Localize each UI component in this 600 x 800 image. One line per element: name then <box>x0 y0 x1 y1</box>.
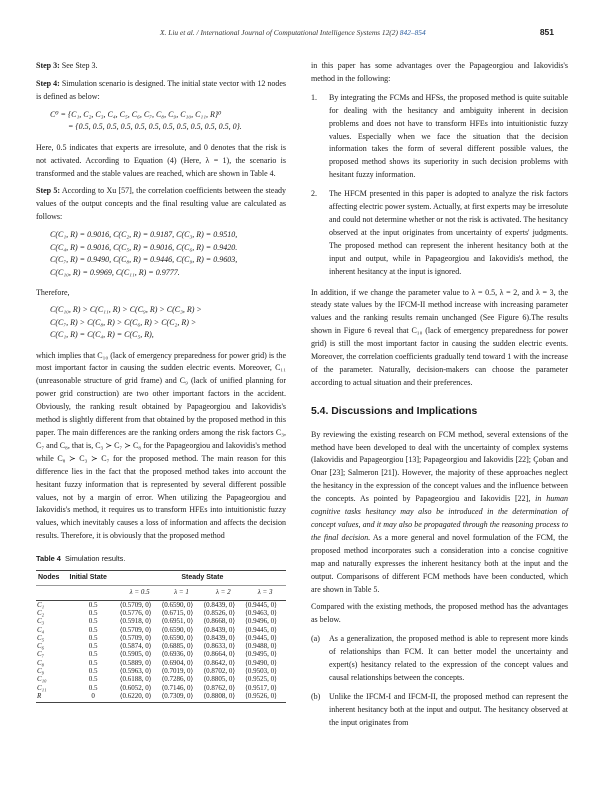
table-row <box>36 609 286 617</box>
list-item: 2. The HFCM presented in this paper is adopted to analyze the risk factors affecting electric power system. Actually, at first experts may be irresolute and could not determine whether or not the risk is activated. The hesitancy observed at the input originates from uncertainty of experts' judgments. The proposed method can represent the inherent hesitancy both at the input and output, while in Papageorgiou and Iakovidis's method, the inherent hesitancy at the input is ignored. <box>311 189 568 276</box>
steady-value-cell: ⟨0.7286, 0⟩ <box>161 675 194 684</box>
advantages-list <box>311 92 568 279</box>
node-cell: C₅ <box>37 633 45 642</box>
steady-value-cell: ⟨0.9463, 0⟩ <box>245 608 277 617</box>
col-header-nodes: Nodes <box>36 571 68 586</box>
table-row <box>36 667 286 675</box>
steady-value-cell: ⟨0.8805, 0⟩ <box>203 675 236 684</box>
steady-value-cell: ⟨0.8526, 0⟩ <box>203 608 236 617</box>
steady-value-cell: ⟨0.8702, 0⟩ <box>203 667 236 676</box>
node-cell: C₉ <box>37 667 45 676</box>
col-header-steady: Steady State <box>119 571 286 586</box>
steady-value-cell: ⟨0.6052, 0⟩ <box>119 683 152 692</box>
implication-paragraph: which implies that C₁₀ (lack of emergency preparedness for power grid) is the most important factor in causing the sudden electric events. Moreover, C₁₁ (unreasonable structure of grid frame) and C₉ (lack of unified planning for power grid construction) are two other important factors in the accident. Obviously, the ranking result obtained by Papageorgiou and Iakovidis's method is slightly different from that obtained by the proposed method in this paper. The main differences are the ranking orders among the risk factors C₃, C₇ and C₈, that is, C₃ ≻ C₇ ≻ C₈ for the Papageorgiou and Iakovidis's method while C₈ ≻ C₃ ≻ C₇ for the proposed method. The main reason for this difference lies in the fact that the proposed method takes into account the hesitant fuzzy information that is represented by several different possible values, not by a margin of error. When utilizing the Papageorgiou and Iakovidis's method, it requires us to transform HFEs into intuitionistic fuzzy values, which inevitably causes a loss of information and affects the decision results. Therefore, it is obviously that the proposed method <box>36 350 286 541</box>
step5-paragraph: Step 5: According to Xu [57], the correlation coefficients between the steady values of the output concepts and the final resulting value are calculated as follows: <box>36 186 286 222</box>
initial-cell: 0.5 <box>88 683 98 692</box>
scenario-paragraph: Here, 0.5 indicates that experts are irresolute, and 0 denotes that the risk is not activated. According to Equation (4) (Here, λ = 1), the scenario is transformed and the stable values are reached, which are shown in Table 4. <box>36 142 286 178</box>
list-item: (a) As a generalization, the proposed method is able to represent more kinds of relationships than FCM. It can better model the uncertainty and expert(s) hesitancy related to the expression of the concept values and causal relationships between the concepts. <box>311 634 568 682</box>
initial-cell: 0.5 <box>88 633 98 642</box>
steady-value-cell: ⟨0.9496, 0⟩ <box>245 617 277 626</box>
steady-value-cell: ⟨0.9503, 0⟩ <box>245 667 277 676</box>
steady-value-cell: ⟨0.6715, 0⟩ <box>161 608 194 617</box>
steady-value-cell: ⟨0.8633, 0⟩ <box>203 642 236 651</box>
steady-value-cell: ⟨0.5963, 0⟩ <box>119 667 152 676</box>
node-cell: C₃ <box>37 617 45 626</box>
node-cell: C₄ <box>37 625 45 634</box>
table-row <box>36 650 286 658</box>
steady-value-cell: ⟨0.8762, 0⟩ <box>203 683 236 692</box>
steady-value-cell: ⟨0.6951, 0⟩ <box>161 617 194 626</box>
steady-value-cell: ⟨0.6590, 0⟩ <box>161 600 194 609</box>
correlation-equations: C(C₁, R) = 0.9016, C(C₂, R) = 0.9187, C(C₃, R) = 0.9510, C(C₄, R) = 0.9016, C(C₅, R) = 0.9016, C(C₆, R) = 0.9420. C(C₇, R) = 0.9490, C(C₈, R) = 0.9446, C(C₉, R) = 0.9603, C(C₁₀, R) = 0.9969, C(C₁₁, R) = 0.9777. <box>50 230 238 277</box>
steady-value-cell: ⟨0.5709, 0⟩ <box>119 633 152 642</box>
initial-cell: 0.5 <box>88 625 98 634</box>
steady-value-cell: ⟨0.5905, 0⟩ <box>119 650 152 659</box>
node-cell: C₁₀ <box>37 675 47 684</box>
initial-cell: 0.5 <box>88 675 98 684</box>
list-item: (b) Unlike the IFCM-I and IFCM-II, the proposed method can represent the inherent hesitancy both at the input and output. The hesitancy observed at the input originates from <box>311 691 568 727</box>
table-row <box>36 617 286 625</box>
table-row <box>36 692 286 703</box>
node-cell: C₁₁ <box>37 683 47 692</box>
step4-paragraph: Step 4: Simulation scenario is designed. The initial state vector with 12 nodes is defined as below: <box>36 78 286 101</box>
steady-value-cell: ⟨0.5918, 0⟩ <box>119 617 152 626</box>
steady-value-cell: ⟨0.5709, 0⟩ <box>119 625 152 634</box>
steady-value-cell: ⟨0.8642, 0⟩ <box>203 658 236 667</box>
col-header-initial: Initial State <box>68 571 119 586</box>
steady-value-cell: ⟨0.6220, 0⟩ <box>119 692 161 703</box>
steady-value-cell: ⟨0.5889, 0⟩ <box>119 658 152 667</box>
steady-value-cell: ⟨0.7019, 0⟩ <box>161 667 194 676</box>
steady-value-cell: ⟨0.6885, 0⟩ <box>161 642 194 651</box>
node-cell: C₇ <box>37 650 45 659</box>
ranking-equation: C(C₁₀, R) > C(C₁₁, R) > C(C₉, R) > C(C₃, R) > C(C₇, R) > C(C₈, R) > C(C₆, R) > C(C₂, R) > C(C₁, R) = C(C₄, R) = C(C₅, R), <box>50 305 202 340</box>
lambda-paragraph: In addition, if we change the parameter value to λ = 0.5, λ = 2, and λ = 3, the steady state values by the IFCM-II method increase with increasing parameter values and the ranking results remain unchanged (See Figure 6).The results shown in Figure 6 reveal that C₁₀ (lack of emergency preparedness for power grid) is still the most important factor in causing the sudden electric events. Moreover, the correlation coefficients gradually tend toward 1 with the increase of the parameter. Naturally, decision-makers can choose the parameter according to actual situation and their preferences. <box>311 287 568 387</box>
table-row <box>36 675 286 683</box>
running-header <box>0 28 600 40</box>
node-cell: C₁ <box>37 600 45 609</box>
steady-value-cell: ⟨0.9445, 0⟩ <box>245 625 277 634</box>
table-row <box>36 642 286 650</box>
steady-value-cell: ⟨0.5776, 0⟩ <box>119 608 152 617</box>
steady-value-cell: ⟨0.8808, 0⟩ <box>202 692 244 703</box>
right-column <box>311 60 568 738</box>
steady-value-cell: ⟨0.9490, 0⟩ <box>245 658 277 667</box>
node-cell: C₂ <box>37 608 45 617</box>
lambda-header: λ = 1 <box>161 586 203 600</box>
review-paragraph: By reviewing the existing research on FCM method, several extensions of the method have been developed to deal with the uncertainty of complex systems (Iakovidis and Papageorgiou [13]; Papageorgiou and Iakovidis [22]; Çoban and Onar [23]; Salmeron [21]). However, the majority of these approaches neglect the hesitancy in the expression of the concept values and the influence between the concepts. As pointed by Papageorgiou and Iakovidis [22], in human cognitive tasks hesitancy may also be introduced in the determination of concept values, and it may also be propagated through the reasoning process to the final decision. As a more general and novel formulation of the FCM, the proposed method incorporates such a consideration into a concise cognitive map and naturally expresses the inherent hesitancy both at the input and the output. Comparisons of different FCM methods have been conducted, which are shown in Table 5. <box>311 429 569 594</box>
lambda-header: λ = 2 <box>202 586 244 600</box>
initial-cell: 0.5 <box>88 650 98 659</box>
node-cell: C₈ <box>37 658 45 667</box>
steady-value-cell: ⟨0.6590, 0⟩ <box>161 625 194 634</box>
steady-value-cell: ⟨0.6188, 0⟩ <box>119 675 152 684</box>
steady-value-cell: ⟨0.9517, 0⟩ <box>245 683 277 692</box>
comparison-list <box>311 633 568 729</box>
initial-cell: 0.5 <box>88 608 98 617</box>
journal-citation: X. Liu et al. / International Journal of Computational Intelligence Systems 12(2) 842–854 <box>160 28 426 37</box>
steady-value-cell: ⟨0.8668, 0⟩ <box>203 617 236 626</box>
therefore-text: Therefore, <box>36 288 70 298</box>
steady-value-cell: ⟨0.9445, 0⟩ <box>245 600 277 609</box>
steady-value-cell: ⟨0.6904, 0⟩ <box>161 658 194 667</box>
steady-value-cell: ⟨0.8439, 0⟩ <box>203 625 236 634</box>
node-cell: R <box>36 692 68 703</box>
compared-paragraph: Compared with the existing methods, the proposed method has the advantages as below. <box>311 602 568 625</box>
table-row <box>36 659 286 667</box>
initial-state-equation: C⁰ = {C₁, C₂, C₃, C₄, C₅, C₆, C₇, C₈, C₉, C₁₀, C₁₁, R}⁰ = {0.5, 0.5, 0.5, 0.5, 0.5, 0.5, 0.5, 0.5, 0.5, 0.5, 0.5, 0}. <box>50 109 242 132</box>
table-row <box>36 600 286 609</box>
initial-cell: 0 <box>68 692 119 703</box>
steady-value-cell: ⟨0.7309, 0⟩ <box>161 692 203 703</box>
initial-cell: 0.5 <box>88 658 98 667</box>
initial-cell: 0.5 <box>88 617 98 626</box>
table-row <box>36 634 286 642</box>
steady-value-cell: ⟨0.9495, 0⟩ <box>245 650 277 659</box>
steady-value-cell: ⟨0.5709, 0⟩ <box>119 600 152 609</box>
steady-value-cell: ⟨0.5874, 0⟩ <box>119 642 152 651</box>
page-range-link[interactable]: 842–854 <box>399 28 426 37</box>
steady-value-cell: ⟨0.6590, 0⟩ <box>161 633 194 642</box>
initial-cell: 0.5 <box>88 642 98 651</box>
lambda-header: λ = 0.5 <box>119 586 161 600</box>
table-caption: Table 4 Simulation results. <box>36 554 126 564</box>
table-row <box>36 684 286 692</box>
initial-cell: 0.5 <box>88 667 98 676</box>
steady-value-cell: ⟨0.8439, 0⟩ <box>203 633 236 642</box>
step3-paragraph: Step 3: See Step 3. <box>36 61 98 70</box>
section-heading: 5.4. Discussions and Implications <box>311 405 478 417</box>
node-cell: C₆ <box>37 642 45 651</box>
steady-value-cell: ⟨0.9525, 0⟩ <box>245 675 277 684</box>
table-row <box>36 626 286 634</box>
list-item: 1. By integrating the FCMs and HFSs, the proposed method is quite suitable for dealing with the hesitancy and ambiguity inherent in decision problems and does not have to transform HFEs into intuitionistic fuzzy values. Especially when we face the situation that the decision information takes the form of several different possible values, the proposed method shows its superiority in such decision problems with hesitant fuzzy information. <box>311 92 568 180</box>
initial-cell: 0.5 <box>88 600 98 609</box>
steady-value-cell: ⟨0.9526, 0⟩ <box>244 692 286 703</box>
steady-value-cell: ⟨0.8664, 0⟩ <box>203 650 236 659</box>
steady-value-cell: ⟨0.9488, 0⟩ <box>245 642 277 651</box>
steady-value-cell: ⟨0.6936, 0⟩ <box>161 650 194 659</box>
left-column <box>36 60 286 703</box>
steady-value-cell: ⟨0.9445, 0⟩ <box>245 633 277 642</box>
simulation-results-table <box>36 570 286 703</box>
steady-value-cell: ⟨0.8439, 0⟩ <box>203 600 236 609</box>
advantages-intro: in this paper has some advantages over the Papageorgiou and Iakovidis's method in the following: <box>311 61 568 83</box>
page-number: 851 <box>539 27 554 37</box>
lambda-header: λ = 3 <box>244 586 286 600</box>
steady-value-cell: ⟨0.7146, 0⟩ <box>161 683 194 692</box>
